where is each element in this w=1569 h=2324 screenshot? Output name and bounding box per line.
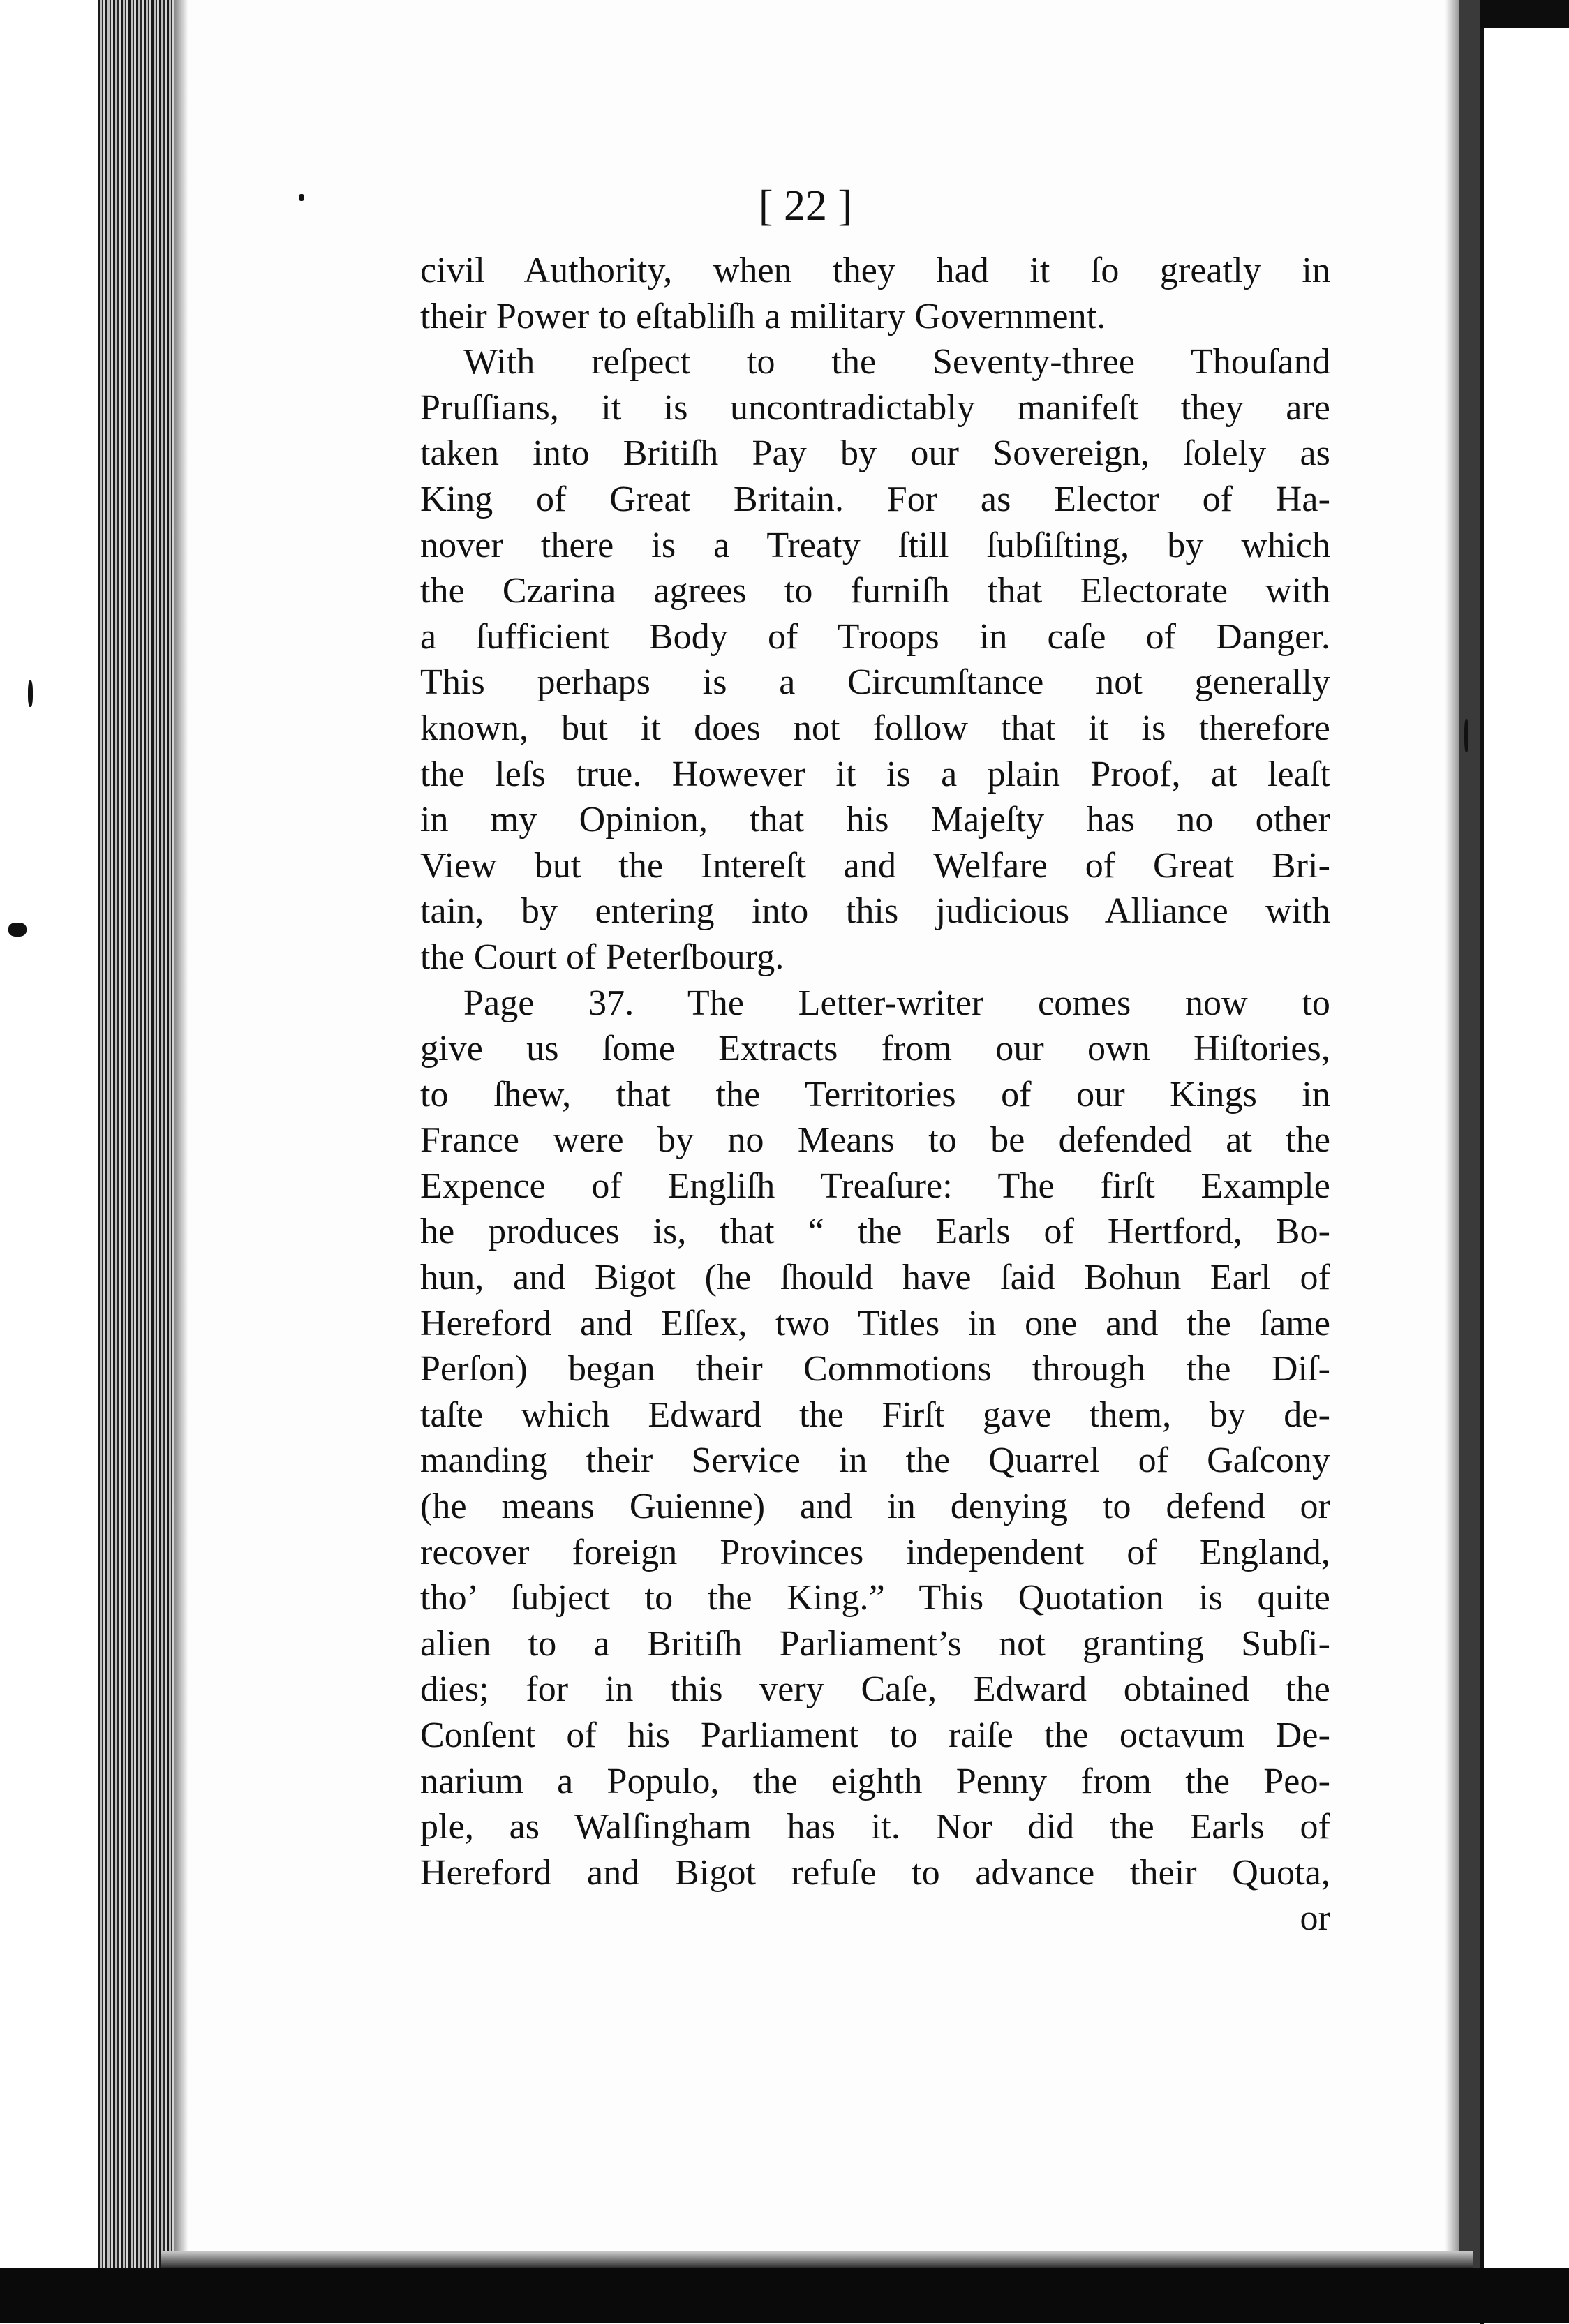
text-line: the Court of Peterſbourg. xyxy=(420,937,784,977)
text-line: Pruſſians, it is uncontradictably manifeſt they are xyxy=(420,387,1330,428)
book-binding xyxy=(98,0,174,2282)
text-line: This perhaps is a Circumſtance not generally xyxy=(420,662,1330,703)
text-line: recover foreign Provinces independent of England, xyxy=(420,1532,1330,1572)
bottom-edge-shadow xyxy=(161,2251,1473,2268)
text-line: in my Opinion, that his Majeſty has no other xyxy=(420,800,1330,840)
text-line: he produces is, that “ the Earls of Hertford, Bo- xyxy=(420,1212,1330,1252)
text-line: civil Authority, when they had it ſo greatly in xyxy=(420,251,1330,290)
page-edge-shadow xyxy=(1445,0,1459,2265)
text-line: narium a Populo, the eighth Penny from the Peo- xyxy=(420,1761,1330,1801)
text-line: Perſon) began their Commotions through the Diſ- xyxy=(420,1349,1330,1390)
scan-border-bottom xyxy=(0,2268,1569,2323)
text-line: Hereford and Eſſex, two Titles in one and the ſame xyxy=(420,1303,1330,1343)
text-line: manding their Service in the Quarrel of Gaſcony xyxy=(420,1440,1330,1481)
text-line: dies; for in this very Caſe, Edward obtained the xyxy=(420,1669,1330,1710)
text-line: View but the Intereſt and Welfare of Great Bri- xyxy=(420,845,1330,886)
text-line: the Czarina agrees to furniſh that Electorate with xyxy=(420,571,1330,611)
text-line: give us ſome Extracts from our own Hiſtories, xyxy=(420,1029,1330,1069)
gutter-shadow xyxy=(174,0,188,2282)
text-line: the leſs true. However it is a plain Proof, at leaſt xyxy=(420,754,1330,794)
text-line: nover there is a Treaty ſtill ſubſiſting, by which xyxy=(420,525,1330,565)
text-line: tho’ ſubject to the King.” This Quotation is quite xyxy=(420,1578,1330,1618)
text-line: hun, and Bigot (he ſhould have ſaid Bohun Earl of xyxy=(420,1258,1330,1298)
text-line: tain, by entering into this judicious Alliance with xyxy=(420,891,1330,932)
text-line: Hereford and Bigot refuſe to advance their Quota, xyxy=(420,1852,1330,1893)
text-line: taſte which Edward the Firſt gave them, by de- xyxy=(420,1394,1330,1435)
page-number: [ 22 ] xyxy=(758,182,853,230)
text-line: a ſufficient Body of Troops in caſe of Danger. xyxy=(420,616,1330,657)
text-line: Page 37. The Letter-writer comes now to xyxy=(463,983,1330,1023)
scan-border xyxy=(1480,0,1569,28)
margin-speck xyxy=(1464,719,1468,752)
text-line: With reſpect to the Seventy-three Thouſand xyxy=(463,342,1330,382)
body-text xyxy=(420,248,1330,1942)
text-line: alien to a Britiſh Parliament’s not granting Subſi- xyxy=(420,1623,1330,1664)
margin-speck xyxy=(8,923,27,937)
text-line: ple, as Walſingham has it. Nor did the Earls of xyxy=(420,1807,1330,1847)
text-line: King of Great Britain. For as Elector of Ha- xyxy=(420,479,1330,519)
text-line: France were by no Means to be defended at the xyxy=(420,1120,1330,1161)
text-line: Conſent of his Parliament to raiſe the octavum De- xyxy=(420,1715,1330,1755)
text-line: their Power to eſtabliſh a military Government. xyxy=(420,296,1106,336)
facing-page xyxy=(1480,28,1569,2324)
margin-speck xyxy=(28,680,33,707)
page-edge xyxy=(1459,0,1480,2272)
text-line: to ſhew, that the Territories of our Kings in xyxy=(420,1074,1330,1115)
text-line: Expence of Engliſh Treaſure: The firſt Example xyxy=(420,1165,1330,1206)
text-line: (he means Guienne) and in denying to defend or xyxy=(420,1487,1330,1527)
catchword: or xyxy=(1300,1898,1330,1939)
text-line: taken into Britiſh Pay by our Sovereign, ſolely as xyxy=(420,433,1330,474)
text-line: known, but it does not follow that it is therefore xyxy=(420,708,1330,748)
